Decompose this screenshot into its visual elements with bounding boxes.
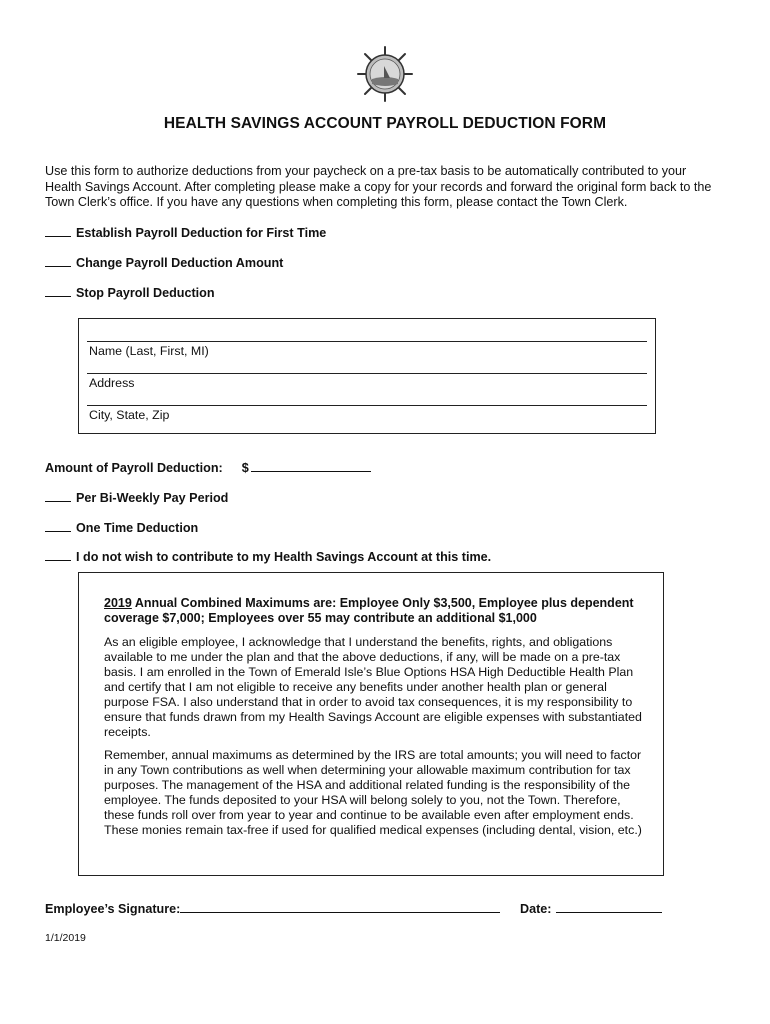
amount-label: Amount of Payroll Deduction: [45,461,223,475]
currency-symbol: $ [241,461,249,475]
checkbox-blank[interactable] [45,255,71,267]
remember-line: purposes. The management of the HSA and additional related funding is the responsibility of the [104,778,631,792]
option-bi-weekly[interactable] [45,490,228,505]
ack-line: receipts. [104,725,151,739]
ack-line: purpose FSA. I also understand that in order to avoid tax consequences, it is my responsibility to [104,695,633,709]
max-line: coverage $7,000; Employees over 55 may contribute an additional $1,000 [104,611,537,625]
signature-field[interactable] [180,901,500,913]
option-label: One Time Deduction [76,521,199,535]
signature-row [45,901,500,916]
plan-year: 2019 [104,596,132,610]
revision-date: 1/1/2019 [45,932,86,944]
signature-label: Employee’s Signature: [45,902,181,916]
checkbox-blank[interactable] [45,225,71,237]
checkbox-blank[interactable] [45,520,71,532]
ack-line: available to me under the plan and that the above deductions, if any, will be made on a pre-tax [104,650,621,664]
address-label: Address [89,376,135,390]
remember-paragraph [104,748,660,838]
option-one-time[interactable] [45,520,198,535]
ack-line: and certify that I am not eligible to receive any benefits under another health plan or general [104,680,607,694]
annual-maximums [104,596,660,626]
option-no-contribution[interactable] [45,549,491,564]
option-stop-deduction[interactable] [45,285,215,300]
form-title: HEALTH SAVINGS ACCOUNT PAYROLL DEDUCTION FORM [163,115,607,132]
date-field[interactable] [556,901,662,913]
date-row [520,901,662,916]
ack-line: ensure that funds drawn from my Health Savings Account are eligible expenses with substantiated [104,710,642,724]
checkbox-blank[interactable] [45,285,71,297]
option-label: Per Bi-Weekly Pay Period [76,491,229,505]
city-state-zip-field[interactable] [87,405,647,406]
remember-line: Remember, annual maximums as determined by the IRS are total amounts; you will need to factor [104,748,642,762]
acknowledgement-paragraph [104,635,660,740]
address-field[interactable] [87,373,647,374]
option-label: Change Payroll Deduction Amount [76,256,284,270]
city-state-zip-label: City, State, Zip [89,408,170,422]
info-box [78,572,664,876]
town-seal-icon [357,46,413,102]
remember-line: in any Town contributions as well when determining your allowable maximum contribution for tax [104,763,631,777]
amount-row [45,460,371,475]
intro-line: Use this form to authorize deductions from your paycheck on a pre-tax basis to be automatically contributed to your [45,164,687,178]
option-label: Establish Payroll Deduction for First Time [76,226,327,240]
intro-line: Town Clerk’s office. If you have any questions when completing this form, please contact the Town Clerk. [45,195,628,209]
option-label: Stop Payroll Deduction [76,286,215,300]
intro-line: Health Savings Account. After completing please make a copy for your records and forward the original form back to the [45,179,712,194]
max-line: Annual Combined Maximums are: Employee Only $3,500, Employee plus dependent [131,596,634,610]
name-label: Name (Last, First, MI) [89,344,209,358]
remember-line: These monies remain tax-free if used for qualified medical expenses (including dental, vision, etc.) [104,823,642,837]
option-establish-deduction[interactable] [45,225,326,240]
employee-info-box [78,318,656,434]
amount-field[interactable] [251,460,371,472]
ack-line: basis. I am enrolled in the Town of Emerald Isle’s Blue Options HSA High Deductible Health Plan [104,665,634,679]
name-field[interactable] [87,341,647,342]
ack-line: As an eligible employee, I acknowledge that I understand the benefits, rights, and obligations [104,635,613,649]
checkbox-blank[interactable] [45,549,71,561]
intro-paragraph [45,164,735,211]
remember-line: these funds roll over from year to year and continue to be available even after employment ends. [104,808,634,822]
date-label: Date: [520,902,552,916]
option-label: I do not wish to contribute to my Health Savings Account at this time. [76,550,492,564]
checkbox-blank[interactable] [45,490,71,502]
option-change-deduction[interactable] [45,255,283,270]
remember-line: employee. The funds deposited to your HSA will belong solely to you, not the Town. Therefore, [104,793,621,807]
